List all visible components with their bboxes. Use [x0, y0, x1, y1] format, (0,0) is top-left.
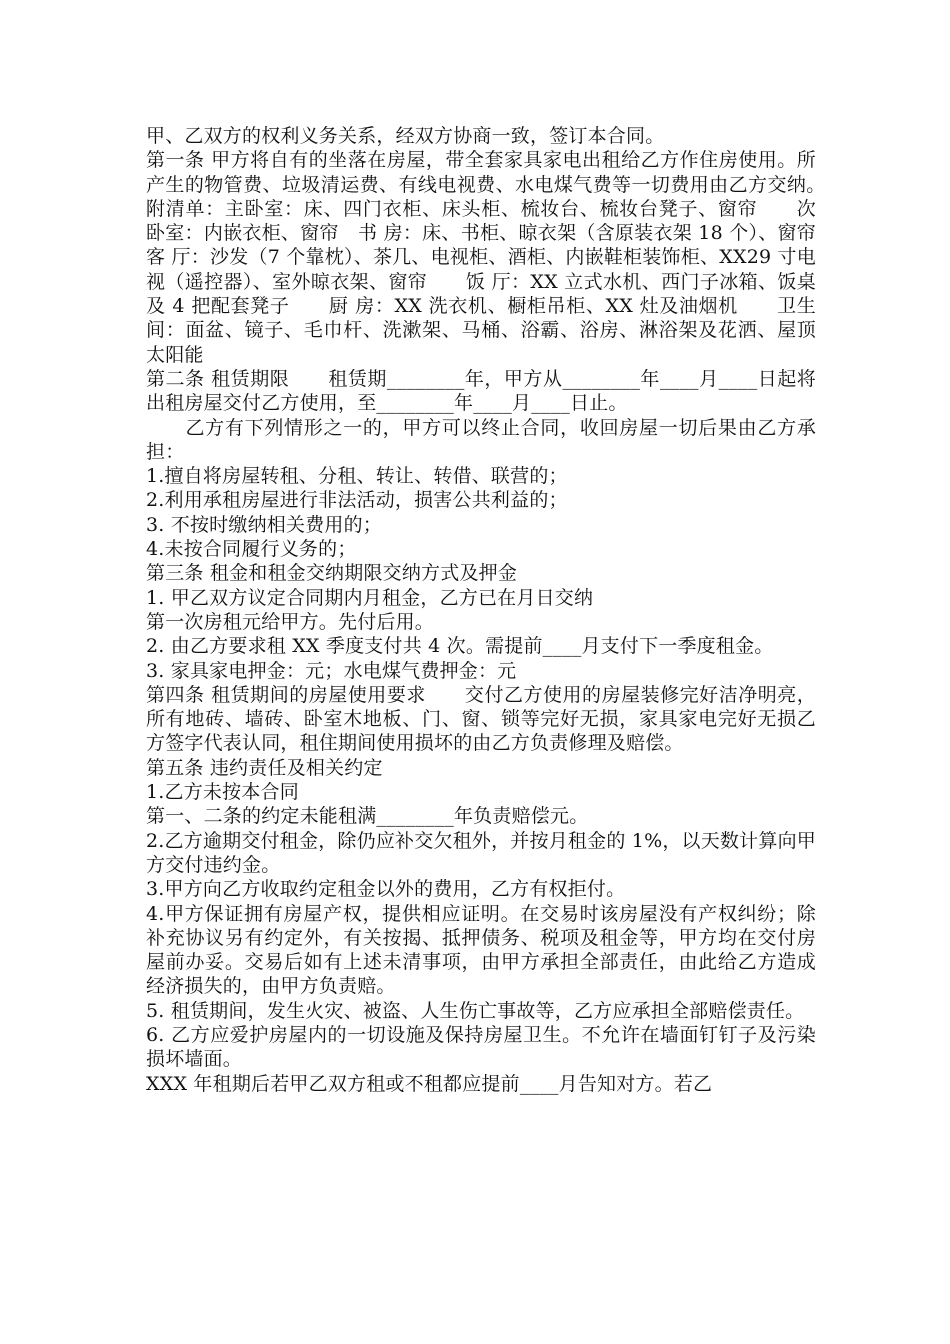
list-item: 3.甲方向乙方收取约定租金以外的费用，乙方有权拒付。 [146, 878, 626, 901]
list-item: 1.乙方未按本合同 [146, 781, 299, 804]
list-item: 2.乙方逾期交付租金，除仍应补交欠租外，并按月租金的 1%，以天数计算向甲方交付违约金。 [146, 829, 816, 876]
list-item: 4.甲方保证拥有房屋产权，提供相应证明。在交易时该房屋没有产权纠纷；除补充协议另有约定外，有关按揭、抵押债务、税项及租金等，甲方均在交付房屋前办妥。交易后如有上述未清事项，由甲方承担全部责任，由此给乙方造成经济损失的，由甲方负责赔。 [146, 902, 816, 998]
paragraph-intro: 甲、乙双方的权利义务关系，经双方协商一致，签订本合同。 [146, 125, 665, 147]
list-item: 5. 租赁期间，发生火灾、被盗、人生伤亡事故等，乙方应承担全部赔偿责任。 [146, 999, 805, 1022]
list-item: 1.擅自将房屋转租、分租、转让、转借、联营的； [146, 465, 568, 488]
paragraph-article-3-heading: 第三条 租金和租金交纳期限交纳方式及押金 [146, 562, 518, 585]
document-body [146, 124, 855, 1096]
list-item: 3. 家具家电押金：元；水电煤气费押金：元 [146, 659, 517, 682]
paragraph-article-4: 第四条 租赁期间的房屋使用要求 交付乙方使用的房屋装修完好洁净明亮，所有地砖、墙砖、卧室木地板、门、窗、锁等完好无损，家具家电完好无损乙方签字代表认同，租住期间使用损坏的由乙方负责修理及赔偿。 [146, 683, 816, 755]
paragraph-article-5-heading: 第五条 违约责任及相关约定 [146, 756, 383, 779]
list-item: 第一次房租元给甲方。先付后用。 [146, 610, 435, 633]
list-item: 4.未按合同履行义务的； [146, 538, 357, 561]
list-item: 6. 乙方应爱护房屋内的一切设施及保持房屋卫生。不允许在墙面钉钉子及污染损坏墙面。 [146, 1023, 816, 1071]
paragraph-termination-intro: 乙方有下列情形之一的，甲方可以终止合同，收回房屋一切后果由乙方承担： [146, 416, 816, 463]
paragraph-article-2: 第二条 租赁期限 租赁期________年，甲方从________年____月____日起将出租房屋交付乙方使用，至________年____月____日止。 [146, 367, 816, 415]
list-item: 2.利用承租房屋进行非法活动，损害公共利益的； [146, 489, 568, 512]
list-item: 2. 由乙方要求租 XX 季度支付共 4 次。需提前____月支付下一季度租金。 [146, 635, 774, 658]
list-item: 1. 甲乙双方议定合同期内月租金，乙方已在月日交纳 [146, 586, 594, 609]
paragraph-article-1: 第一条 甲方将自有的坐落在房屋，带全套家具家电出租给乙方作住房使用。所产生的物管费、垃圾清运费、有线电视费、水电煤气费等一切费用由乙方交纳。 附清单：主卧室：床、四门衣柜、床头柜、梳妆台、梳妆台凳子、窗帘 次卧室：内嵌衣柜、窗帘 书 房：床、书柜、晾衣架（含原装衣架 18 个）、窗帘 客 厅：沙发（7 个靠枕）、茶几、电视柜、酒柜、内嵌鞋柜装饰柜、XX29 寸电视（遥控器）、室外晾衣架、窗帘 饭 厅：XX 立式水机、西门子冰箱、饭桌及 4 把配套凳子 厨 房：XX 洗衣机、橱柜吊柜、XX 灶及油烟机 卫生间：面盆、镜子、毛巾杆、洗漱架、马桶、浴霸、浴房、淋浴架及花洒、屋顶太阳能 [146, 149, 855, 366]
list-item: 3. 不按时缴纳相关费用的； [146, 513, 382, 536]
paragraph-trailing: XXX 年租期后若甲乙双方租或不租都应提前____月告知对方。若乙 [146, 1072, 713, 1095]
list-item: 第一、二条的约定未能租满________年负责赔偿元。 [146, 805, 589, 828]
